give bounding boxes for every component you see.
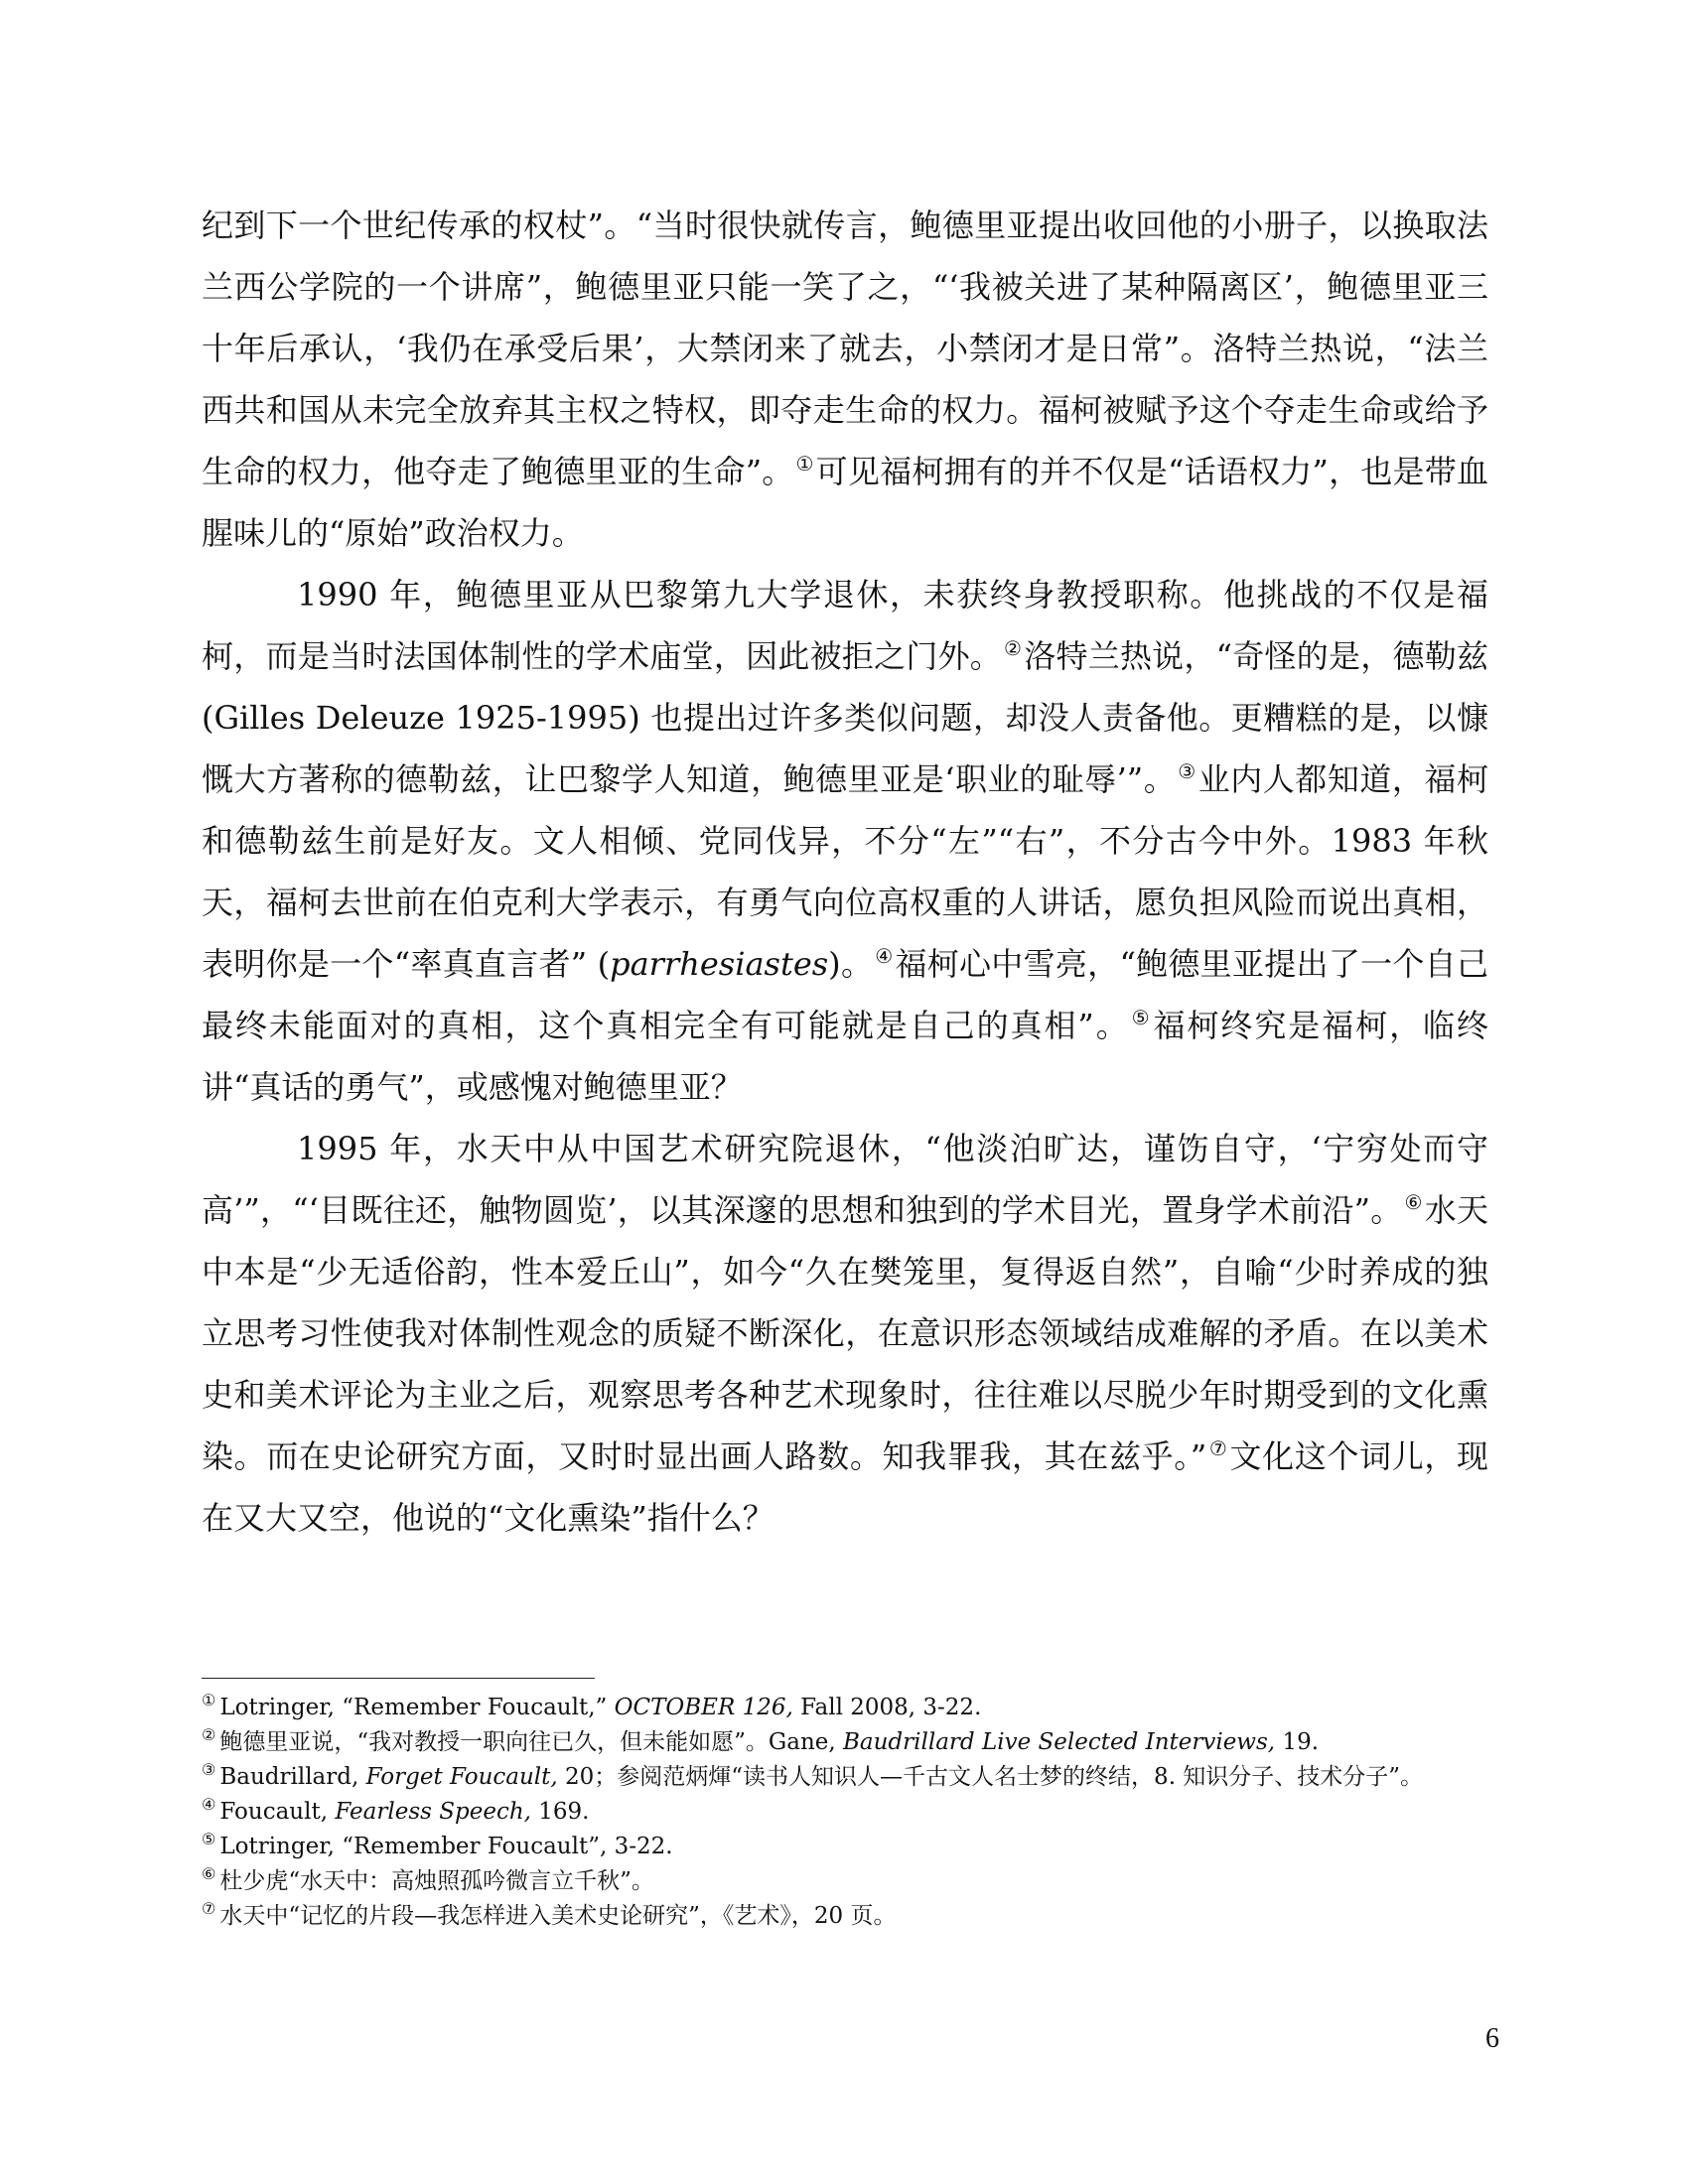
footnote-reference: ②	[1004, 636, 1023, 661]
footnote-reference: ①	[795, 452, 814, 477]
text-run: 水天中“记忆的片段—我怎样进入美术史论研究”，《艺术》，20 页。	[219, 1903, 897, 1929]
footnote	[202, 1725, 1488, 1760]
text-run: 文化这个词儿，现在又大又空，他说的“文化熏染”指什么？	[202, 1437, 1488, 1537]
footnote-marker: ②	[202, 1725, 216, 1745]
text-run: Baudrillard,	[219, 1764, 366, 1790]
footnote-text	[219, 1903, 896, 1929]
footnote-reference: ④	[875, 944, 894, 969]
footnote-marker: ③	[202, 1760, 216, 1780]
footnote	[202, 1830, 1488, 1864]
text-run: 业内人都知道，福柯和德勒兹生前是好友。文人相倾、党同伐异，不分“左”“右”，不分古今中外。1983 年秋天，福柯去世前在伯克利大学表示，有勇气向位高权重的人讲话，愿负担风险而说出真相，表明你是一个“率真直言者” (	[202, 760, 1488, 983]
text-run: 169.	[530, 1799, 590, 1825]
page-number: 6	[1485, 2023, 1499, 2054]
footnote-marker: ①	[202, 1691, 216, 1710]
footnote	[202, 1691, 1488, 1725]
italic-text: OCTOBER 126,	[614, 1695, 793, 1720]
italic-text: Forget Foucault,	[365, 1764, 558, 1790]
text-run: 鲍德里亚说，“我对教授一职向往已久，但未能如愿”。Gane,	[219, 1729, 843, 1755]
paragraph	[202, 195, 1488, 564]
text-run: 19.	[1275, 1729, 1320, 1755]
footnote-reference: ⑤	[1131, 1006, 1152, 1030]
footnote	[202, 1899, 1488, 1934]
footnote	[202, 1795, 1488, 1830]
text-run: 1990 年，鲍德里亚从巴黎第九大学退休，未获终身教授职称。他挑战的不仅是福柯，而是当时法国体制性的学术庙堂，因此被拒之门外。	[202, 576, 1488, 675]
text-run: 可见福柯拥有的并不仅是“话语权力”，也是带血腥味儿的“原始”政治权力。	[202, 453, 1488, 552]
text-run: Fall 2008, 3-22.	[792, 1695, 982, 1720]
text-run: 20；参阅范炳煇“读书人知识人—千古文人名士梦的终结，8. 知识分子、技术分子”。	[557, 1764, 1424, 1790]
footnote-text	[219, 1729, 1319, 1755]
paragraph	[202, 564, 1488, 1118]
text-run: 1995 年，水天中从中国艺术研究院退休，“他淡泊旷达，谨饬自守，‘宁穷处而守高’”，“‘目既往还，触物圆览’，以其深邃的思想和独到的学术目光，置身学术前沿”。	[202, 1130, 1488, 1229]
footnote-text	[219, 1799, 589, 1825]
footnote-marker: ⑥	[202, 1864, 216, 1884]
text-run: )。	[828, 945, 874, 983]
footnote-text	[219, 1695, 981, 1720]
footnote-marker: ⑤	[202, 1830, 216, 1849]
footnote-marker: ④	[202, 1795, 216, 1815]
footnote-marker: ⑦	[202, 1899, 216, 1919]
footnote-divider	[202, 1678, 595, 1679]
footnote	[202, 1760, 1488, 1795]
text-run: 杜少虎“水天中：高烛照孤吟微言立千秋”。	[219, 1868, 654, 1894]
text-run: 福柯终究是福柯，临终讲“真话的勇气”，或感愧对鲍德里亚？	[202, 1007, 1488, 1106]
text-run: Lotringer, “Remember Foucault,”	[219, 1695, 615, 1720]
main-body-text	[202, 195, 1488, 1549]
italic-text: Baudrillard Live Selected Interviews,	[843, 1729, 1276, 1755]
footnotes-section	[202, 1691, 1488, 1934]
text-run: 水天中本是“少无适俗韵，性本爱丘山”，如今“久在樊笼里，复得返自然”，自喻“少时养成的独立思考习性使我对体制性观念的质疑不断深化，在意识形态领域结成难解的矛盾。在以美术史和美术评论为主业之后，观察思考各种艺术现象时，往往难以尽脱少年时期受到的文化熏染。而在史论研究方面，又时时显出画人路数。知我罪我，其在兹乎。”	[202, 1191, 1488, 1475]
footnote-reference: ③	[1178, 759, 1196, 784]
italic-text: parrhesiastes	[610, 945, 829, 983]
footnote-text	[219, 1764, 1423, 1790]
text-run: 洛特兰热说，“奇怪的是，德勒兹 (Gilles Deleuze 1925-1995) 也提出过许多类似问题，却没人责备他。更糟糕的是，以慷慨大方著称的德勒兹，让巴黎学人知道，鲍德里亚是‘职业的耻辱’”。	[202, 637, 1488, 798]
paragraph	[202, 1118, 1488, 1549]
text-run: 纪到下一个世纪传承的权杖”。“当时很快就传言，鲍德里亚提出收回他的小册子，以换取法兰西公学院的一个讲席”，鲍德里亚只能一笑了之，“‘我被关进了某种隔离区’，鲍德里亚三十年后承认，‘我仍在承受后果’，大禁闭来了就去，小禁闭才是日常”。洛特兰热说，“法兰西共和国从未完全放弃其主权之特权，即夺走生命的权力。福柯被赋予这个夺走生命或给予生命的权力，他夺走了鲍德里亚的生命”。	[202, 206, 1488, 490]
text-run: Lotringer, “Remember Foucault”, 3-22.	[219, 1834, 673, 1859]
footnote-reference: ⑥	[1404, 1190, 1423, 1215]
footnote-reference: ⑦	[1208, 1436, 1228, 1461]
footnote-text	[219, 1834, 672, 1859]
text-run: Foucault,	[219, 1799, 336, 1825]
italic-text: Fearless Speech,	[335, 1799, 531, 1825]
footnote-text	[219, 1868, 654, 1894]
text-run: 福柯心中雪亮，“鲍德里亚提出了一个自己最终未能面对的真相，这个真相完全有可能就是自己的真相”。	[202, 945, 1488, 1044]
footnote	[202, 1864, 1488, 1899]
